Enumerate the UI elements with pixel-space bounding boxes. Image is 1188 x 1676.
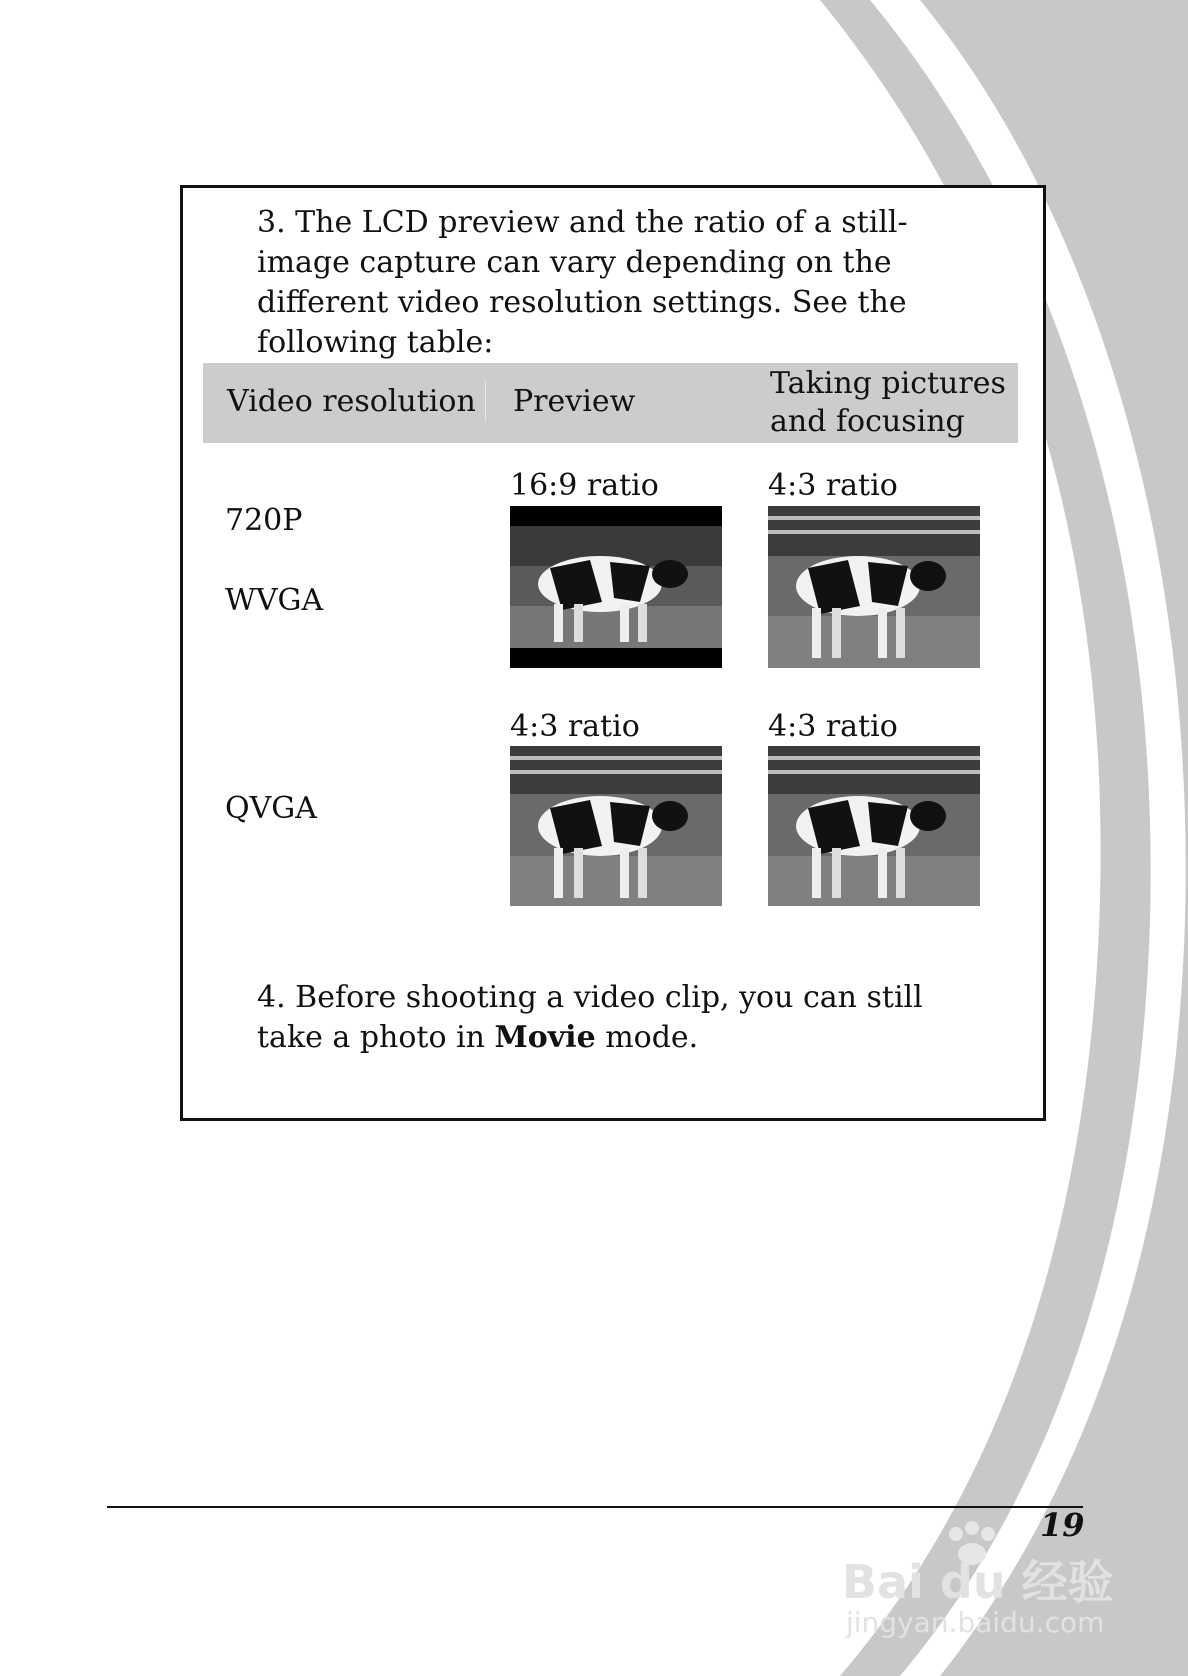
baidu-url: jingyan.baidu.com [846,1606,1105,1639]
preview-ratio-row1: 16:9 ratio [510,468,659,503]
page-number: 19 [1040,1506,1085,1544]
header-divider [485,381,486,421]
cow-image-capture-4-3-row2 [768,746,980,906]
section-4-before: 4. Before shooting a video clip, you can still take a photo in [257,980,923,1055]
cow-image-preview-16-9 [510,506,722,668]
movie-mode-bold: Movie [494,1020,596,1055]
capture-ratio-row1: 4:3 ratio [768,468,898,503]
section-4-after: mode. [595,1020,699,1055]
section-4-text [257,978,977,1058]
section-3-text: 3. The LCD preview and the ratio of a still-image capture can vary depending on the different video resolution settings. See the following table: [257,205,908,360]
preview-ratio-row2: 4:3 ratio [510,709,640,744]
header-video-resolution: Video resolution [227,384,476,419]
resolution-qvga: QVGA [225,791,317,826]
resolution-wvga: WVGA [225,583,324,618]
header-taking-pictures: Taking pictures and focusing [770,366,1006,439]
footer-rule [107,1506,1083,1508]
baidu-logo-text: Bai du 经验 [842,1555,1114,1609]
cow-image-capture-4-3-row1 [768,506,980,668]
table-header [203,363,1018,443]
capture-ratio-row2: 4:3 ratio [768,709,898,744]
resolution-720p: 720P [225,503,303,538]
content-box [180,185,1046,1121]
baidu-watermark [842,1520,1132,1640]
header-preview: Preview [513,384,636,419]
cow-image-preview-4-3 [510,746,722,906]
